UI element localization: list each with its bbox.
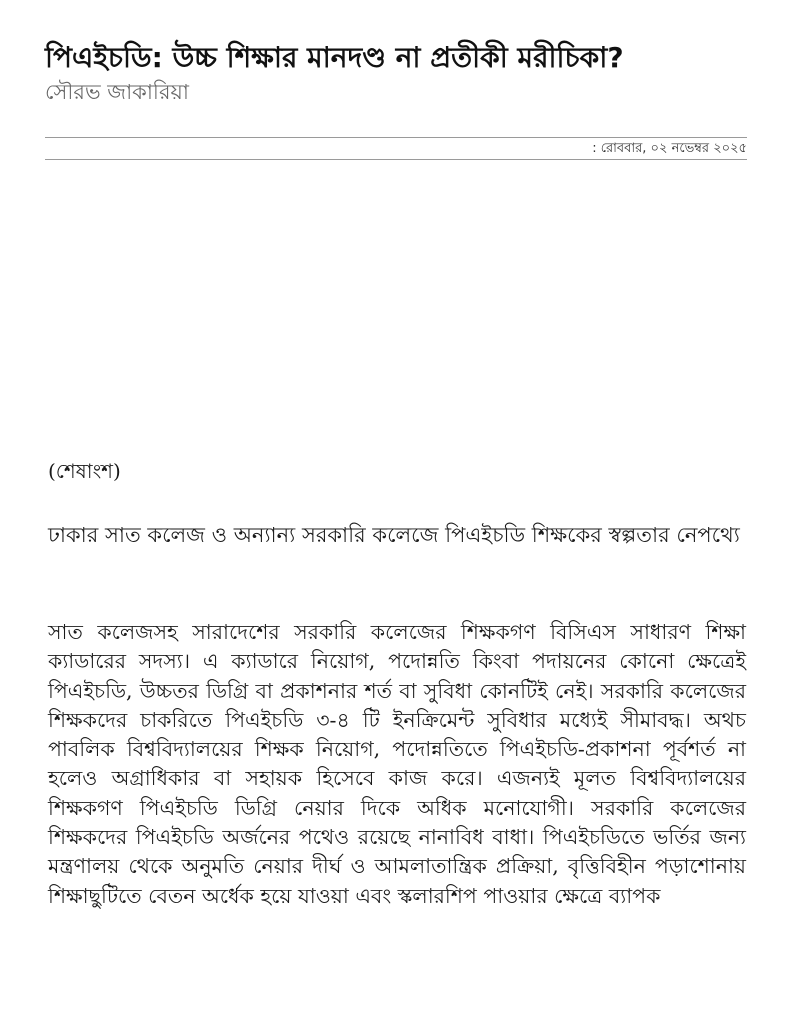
publish-date: : রোববার, ০২ নভেম্বর ২০২৫ (592, 141, 747, 156)
header-divider-bottom (45, 159, 747, 160)
body-paragraph: সাত কলেজসহ সারাদেশের সরকারি কলেজের শিক্ষকগণ বিসিএস সাধারণ শিক্ষা ক্যাডারের সদস্য। এ ক্যাডারে নিয়োগ, পদোন্নতি কিংবা পদায়নের কোনো ক্ষেত্রেই পিএইচডি, উচ্চতর ডিগ্রি বা প্রকাশনার শর্ত বা সুবিধা কোনটিই নেই। সরকারি কলেজের শিক্ষকদের চাকরিতে পিএইচডি ৩-৪ টি ইনক্রিমেন্ট সুবিধার মধ্যেই সীমাবদ্ধ। অথচ পাবলিক বিশ্ববিদ্যালয়ের শিক্ষক নিয়োগ, পদোন্নতিতে পিএইচডি-প্রকাশনা পূর্বশর্ত না হলেও অগ্রাধিকার বা সহায়ক হিসেবে কাজ করে। এজন্যই মূলত বিশ্ববিদ্যালয়ের শিক্ষকগণ পিএইচডি ডিগ্রি নেয়ার দিকে অধিক মনোযোগী। সরকারি কলেজের শিক্ষকদের পিএইচডি অর্জনের পথেও রয়েছে নানাবিধ বাধা। পিএইচডিতে ভর্তির জন্য মন্ত্রণালয় থেকে অনুমতি নেয়ার দীর্ঘ ও আমলাতান্ত্রিক প্রক্রিয়া, বৃত্তিবিহীন পড়াশোনায় শিক্ষাছুটিতে বেতন অর্ধেক হয়ে যাওয়া এবং স্কলারশিপ পাওয়ার ক্ষেত্রে ব্যাপক (48, 620, 746, 908)
header-divider-top (45, 137, 747, 138)
blank-image-area (45, 170, 747, 450)
article-title: পিএইচডি: উচ্চ শিক্ষার মানদণ্ড না প্রতীকী মরীচিকা? (45, 41, 624, 74)
continued-label: (শেষাংশ) (48, 459, 121, 483)
section-subheading: ঢাকার সাত কলেজ ও অন্যান্য সরকারি কলেজে পিএইচডি শিক্ষকের স্বল্পতার নেপথ্যে (48, 523, 740, 547)
article-author: সৌরভ জাকারিয়া (45, 80, 189, 104)
